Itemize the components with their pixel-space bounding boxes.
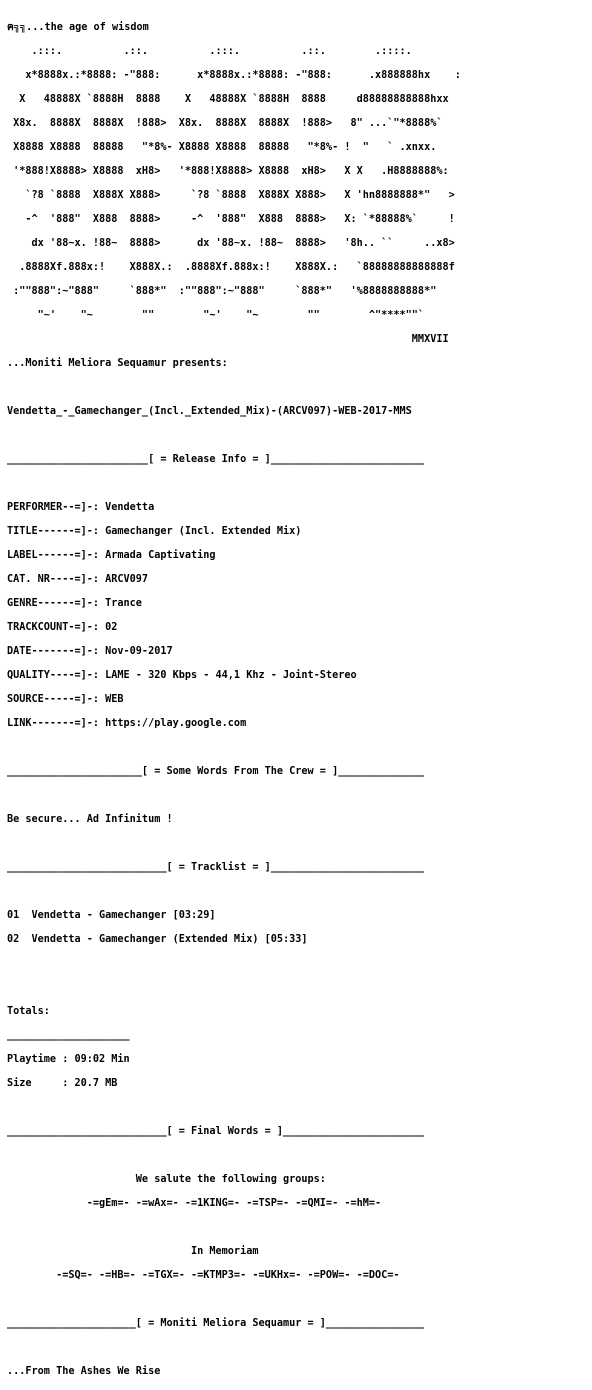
totals-size: Size : 20.7 MB (7, 1078, 118, 1089)
blank-line (7, 382, 585, 394)
release-name: Vendetta_-_Gamechanger_(Incl._Extended_Mix)-(ARCV097)-WEB-2017-MMS (7, 406, 412, 417)
info-performer: PERFORMER--=]-: Vendetta (7, 502, 155, 513)
memoriam-groups-line: -=SQ=- -=HB=- -=TGX=- -=KTMP3=- -=UKHx=- -=POW=- -=DOC=- (7, 1270, 400, 1281)
blank-line (7, 886, 585, 898)
info-title: TITLE------=]-: Gamechanger (Incl. Extended Mix) (7, 526, 302, 537)
outro-line: ...From The Ashes We Rise (7, 1366, 161, 1377)
logo-line: .8888Xf.888x:! X888X.: .8888Xf.888x:! X888X.: `88888888888888f (7, 262, 455, 273)
presents-line: ...Moniti Meliora Sequamur presents: (7, 358, 228, 369)
blank-line (7, 958, 585, 970)
logo-line: .:::. .::. .:::. .::. .::::. (7, 46, 412, 57)
blank-line (7, 1222, 585, 1234)
mms-header: _____________________[ = Moniti Meliora Sequamur = ]________________ (7, 1318, 425, 1329)
info-source: SOURCE-----=]-: WEB (7, 694, 124, 705)
logo-line: :""888":~"888" `888*" :""888":~"888" `888*" '%8888888888*" (7, 286, 437, 297)
logo-line: dx '88~x. !88~ 8888> dx '88~x. !88~ 8888> '8h.. `` ..x8> (7, 238, 455, 249)
blank-line (7, 478, 585, 490)
logo-line: X8x. 8888X 8888X !888> X8x. 8888X 8888X !888> 8" ...`"*8888%` (7, 118, 443, 129)
totals-rule: ____________________ (7, 1030, 130, 1041)
salute-line: We salute the following groups: (7, 1174, 326, 1185)
track-line: 02 Vendetta - Gamechanger (Extended Mix) [05:33] (7, 934, 308, 945)
logo-line: '*888!X8888> X8888 xH8> '*888!X8888> X8888 xH8> X X .H8888888%: (7, 166, 449, 177)
blank-line (7, 790, 585, 802)
info-genre: GENRE------=]-: Trance (7, 598, 142, 609)
logo-line: "~' "~ "" "~' "~ "" ^"****""` (7, 310, 425, 321)
tracklist-header: __________________________[ = Tracklist = ]_________________________ (7, 862, 425, 873)
groups-line: -=gEm=- -=wAx=- -=1KING=- -=TSP=- -=QMI=- -=hM=- (7, 1198, 382, 1209)
blank-line (7, 1150, 585, 1162)
blank-line (7, 430, 585, 442)
logo-year: MMXVII (7, 334, 449, 345)
totals-playtime: Playtime : 09:02 Min (7, 1054, 130, 1065)
logo-line: `?8 `8888 X888X X888> `?8 `8888 X888X X888> X 'hn8888888*" > (7, 190, 455, 201)
blank-line (7, 742, 585, 754)
memoriam-line: In Memoriam (7, 1246, 259, 1257)
crew-header: ______________________[ = Some Words From The Crew = ]______________ (7, 766, 425, 777)
blank-line (7, 1294, 585, 1306)
info-link: LINK-------=]-: https://play.google.com (7, 718, 247, 729)
info-label: LABEL------=]-: Armada Captivating (7, 550, 216, 561)
info-date: DATE-------=]-: Nov-09-2017 (7, 646, 173, 657)
blank-line (7, 838, 585, 850)
info-trackcount: TRACKCOUNT-=]-: 02 (7, 622, 118, 633)
release-info-header: _______________________[ = Release Info = ]_________________________ (7, 454, 425, 465)
crew-words: Be secure... Ad Infinitum ! (7, 814, 173, 825)
logo-line: X8888 X8888 88888 "*8%- X8888 X8888 88888 "*8%- ! " ` .xnxx. (7, 142, 437, 153)
logo-line: x*8888x.:*8888: -"888: x*8888x.:*8888: -"888: .x888888hx : (7, 70, 461, 81)
totals-label: Totals: (7, 1006, 50, 1017)
blank-line (7, 982, 585, 994)
intro-line: ฅ╗╗...the age of wisdom (7, 22, 149, 33)
track-line: 01 Vendetta - Gamechanger [03:29] (7, 910, 216, 921)
logo-line: X 48888X `8888H 8888 X 48888X `8888H 8888 d88888888888hxx (7, 94, 449, 105)
info-quality: QUALITY----=]-: LAME - 320 Kbps - 44,1 Khz - Joint-Stereo (7, 670, 357, 681)
blank-line (7, 1102, 585, 1114)
blank-line (7, 1342, 585, 1354)
info-catalog-number: CAT. NR----=]-: ARCV097 (7, 574, 149, 585)
logo-line: -^ '888" X888 8888> -^ '888" X888 8888> X: `*88888%` ! (7, 214, 455, 225)
final-words-header: __________________________[ = Final Words = ]_______________________ (7, 1126, 425, 1137)
